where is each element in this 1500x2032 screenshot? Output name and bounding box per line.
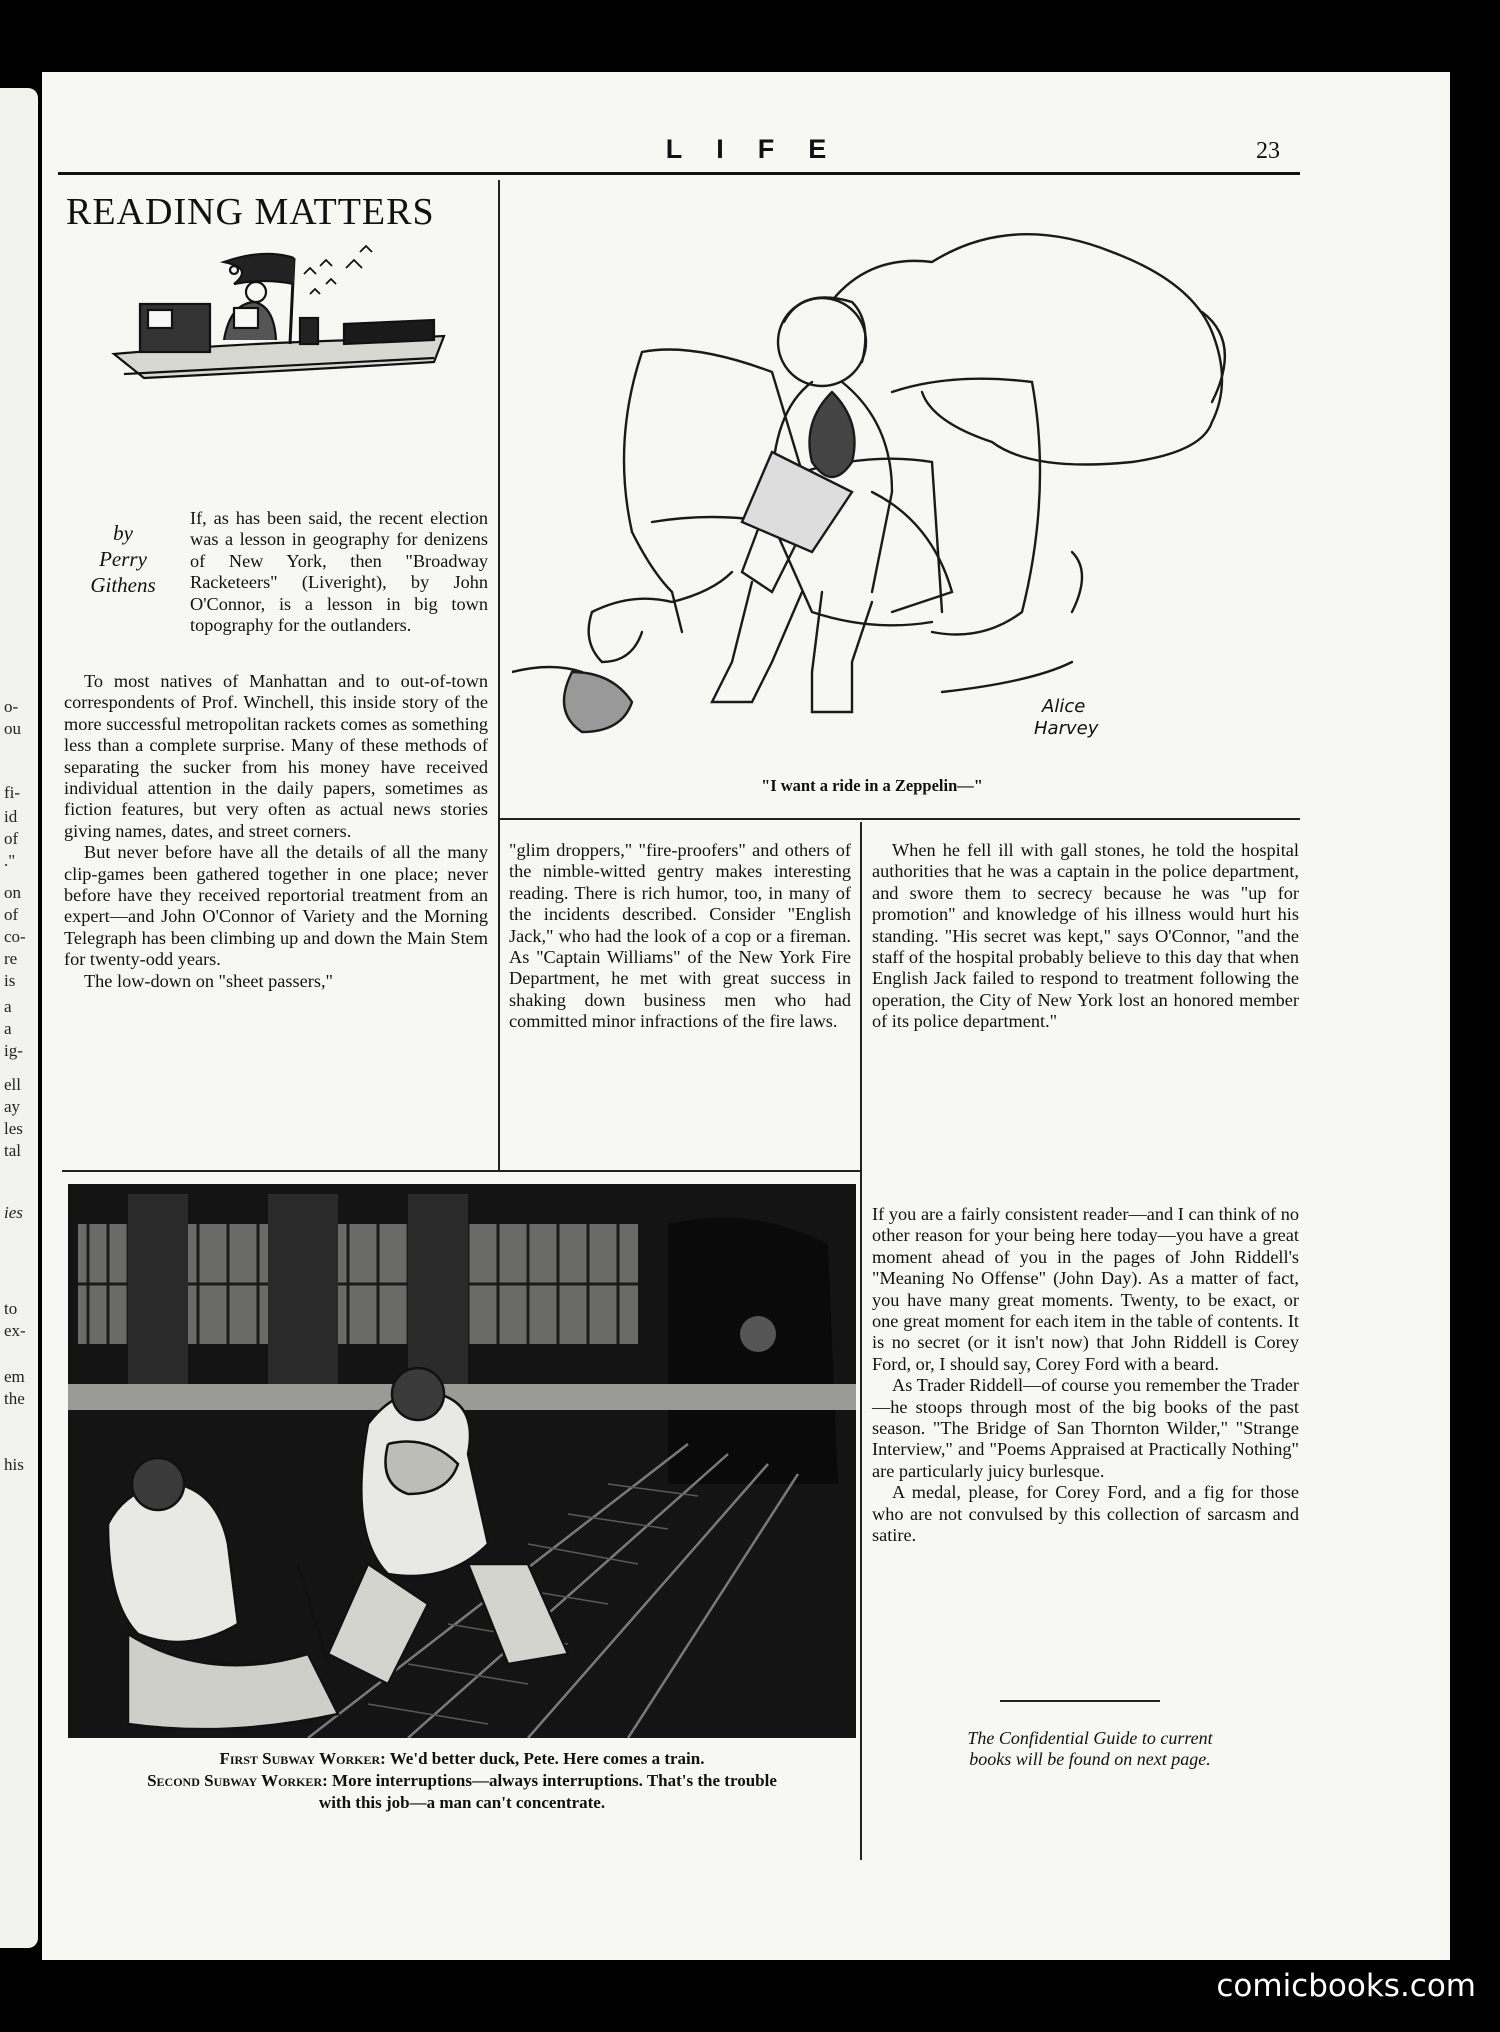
caption-dialogue: We'd better duck, Pete. Here comes a train. (389, 1749, 705, 1768)
page-number: 23 (1256, 138, 1280, 164)
facing-page-fragment: his (4, 1455, 24, 1474)
section-rule (62, 1170, 860, 1172)
caption-dialogue: with this job—a man can't concentrate. (318, 1793, 606, 1812)
article-paragraph: If you are a fairly consistent reader—and I can think of no other reason for your being here today—you have a great moment ahead of you in the pages of John Riddell's "Meaning No Offense" (John Day). As a matter of fact, you have many great moments. Twenty, to be exact, or one great moment for each item in the table of contents. It is no secret (or it isn't now) that John Riddell is Corey Ford, or, I should say, Corey Ford with a beard. (872, 1204, 1299, 1374)
footnote-line: The Confidential Guide to current (967, 1728, 1213, 1748)
byline (68, 520, 178, 598)
facing-page-fragment: ig- (4, 1041, 23, 1060)
subway-cartoon-drawing (68, 1184, 856, 1738)
facing-page-fragment: of (4, 829, 19, 848)
byline-first-name: Perry (99, 547, 147, 571)
column-rule (498, 180, 500, 1170)
article-intro: If, as has been said, the recent election was a lesson in geography for denizens of New York, then "Broadway Racketeers" (Liveright), by John O'Connor, is a lesson in big town topography for the outlanders. (190, 508, 488, 636)
artist-signature-last: Harvey (1034, 718, 1099, 739)
speaker-label: Second Subway Worker: (147, 1771, 328, 1790)
facing-page-fragment: ." (4, 851, 16, 870)
article-paragraph: To most natives of Manhattan and to out-of-town correspondents of Prof. Winchell, this inside story of the more successful metropolitan rackets comes as something less than a complete surprise. Many of these methods of separating the sucker from his money have received individual attention in the daily papers, sometimes as fiction features, but very often as actual news stories giving names, dates, and street corners. (64, 671, 488, 841)
article-paragraph: "glim droppers," "fire-proofers" and others of the nimble-witted gentry makes interesting reading. There is rich humor, too, in many of the incidents described. Consider "English Jack," who had the look of a cop or a fireman. As "Captain Williams" of the New York Fire Department, he met with great success in shaking down business men who had committed minor infractions of the fire laws. (509, 840, 851, 1032)
magazine-page (42, 72, 1450, 1960)
subway-cartoon-caption (82, 1748, 842, 1814)
facing-page-fragment: of (4, 905, 19, 924)
facing-page-fragment: a (4, 1019, 12, 1038)
cartoon-bottom-rule (500, 818, 1300, 820)
facing-page-fragment: les (4, 1119, 23, 1138)
caption-line (82, 1748, 842, 1770)
facing-page-fragment: re (4, 949, 18, 968)
facing-page-fragment: co- (4, 927, 26, 946)
facing-page-fragment: ex- (4, 1321, 26, 1340)
facing-page-fragment: ell (4, 1075, 21, 1094)
zeppelin-cartoon-caption: "I want a ride in a Zeppelin—" (761, 776, 983, 795)
facing-page-fragment: tal (4, 1141, 21, 1160)
caption-line (82, 1792, 842, 1814)
facing-page-fragment: ou (4, 719, 21, 738)
facing-page-fragment: ies (4, 1203, 23, 1222)
speaker-label: First Subway Worker: (219, 1749, 386, 1768)
facing-page-fragment: a (4, 997, 12, 1016)
footnote-line: books will be found on next page. (969, 1749, 1211, 1769)
article-paragraph: The low-down on "sheet passers," (84, 970, 333, 991)
header-rule (58, 172, 1300, 175)
facing-page-fragment: is (4, 971, 16, 990)
byline-by: by (113, 521, 133, 545)
byline-last-name: Githens (90, 573, 156, 597)
facing-page-fragment: em (4, 1367, 25, 1386)
article-intro-top (190, 508, 488, 636)
facing-page-fragment: ay (4, 1097, 21, 1116)
caption-line (82, 1770, 842, 1792)
facing-page-fragment: on (4, 883, 21, 902)
article-2 (872, 1204, 1299, 1547)
article-column-1 (64, 671, 488, 992)
article-paragraph: When he fell ill with gall stones, he told the hospital authorities that he was a captain in the police department, and swore them to secrecy because he was "up for promotion" and knowledge of his illness would hurt his standing. "His secret was kept," says O'Connor, "and the staff of the hospital probably believe to this day that when English Jack failed to respond to treatment following the operation, the City of New York lost an honored member of its police department." (872, 840, 1299, 1032)
caption-dialogue: More interruptions—always interruptions. That's the trouble (332, 1771, 777, 1790)
masthead: LIFE (665, 134, 861, 164)
article-paragraph: But never before have all the details of all the many clip-games been gathered together in one place; never before have they received reportorial treatment from an expert—and John O'Connor of Variety and the Morning Telegraph has been climbing up and down the Main Stem for twenty-odd years. (64, 842, 488, 970)
facing-page-fragment: o- (4, 697, 19, 716)
column-rule (860, 1170, 862, 1860)
facing-page-fragment: fi- (4, 783, 21, 802)
facing-page-fragment: id (4, 807, 18, 826)
watermark: comicbooks.com (1216, 1968, 1476, 2004)
column-rule (860, 822, 862, 1172)
article-paragraph: A medal, please, for Corey Ford, and a fig for those who are not convulsed by this collection of sarcasm and satire. (872, 1482, 1299, 1546)
column-title: READING MATTERS (66, 191, 435, 233)
zeppelin-cartoon-drawing (512, 192, 1292, 752)
article-paragraph: As Trader Riddell—of course you remember the Trader—he stoops through most of the big books of the past season. "The Bridge of San Thornton Wilder," "Strange Interview," and "Poems Appraised at Practically Nothing" are particularly juicy burlesque. (872, 1375, 1299, 1481)
facing-page-fragment: to (4, 1299, 18, 1318)
article-column-3 (872, 840, 1299, 1033)
facing-page-edge (0, 88, 38, 1948)
footnote (880, 1728, 1300, 1770)
footnote-rule (1000, 1700, 1160, 1702)
artist-signature-first: Alice (1042, 696, 1086, 717)
facing-page-fragment: the (4, 1389, 25, 1408)
raft-reader-illustration (104, 244, 464, 392)
article-column-2 (509, 840, 851, 1033)
